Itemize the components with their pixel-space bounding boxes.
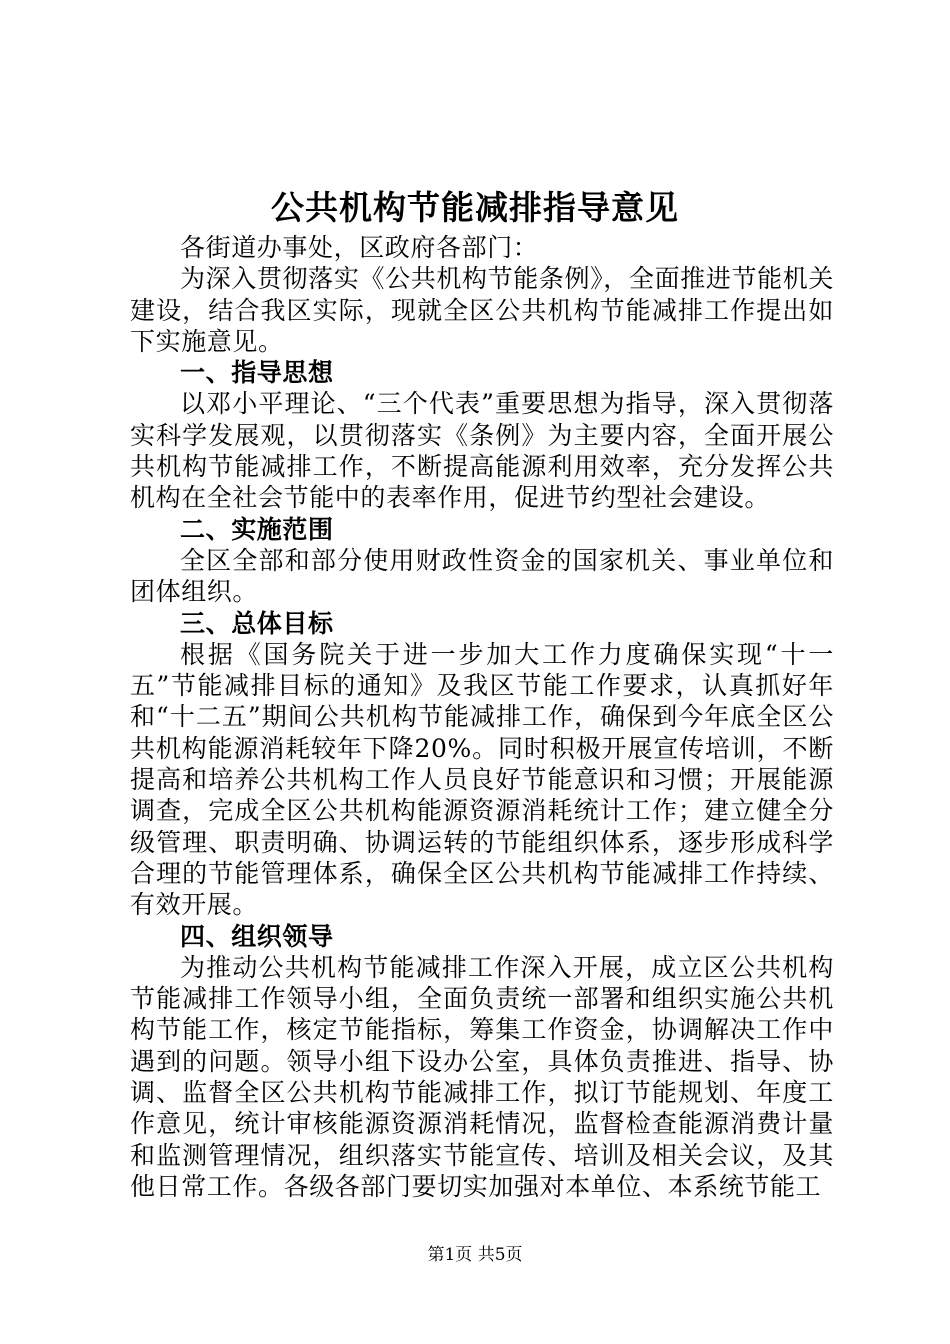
intro-paragraph: 为深入贯彻落实《公共机构节能条例》，全面推进节能机关建设，结合我区实际，现就全区公共机构节能减排工作提出如下实施意见。 — [130, 264, 834, 356]
section-paragraph-organization: 为推动公共机构节能减排工作深入开展，成立区公共机构节能减排工作领导小组，全面负责统一部署和组织实施公共机构节能工作，核定节能指标，筹集工作资金，协调解决工作中遇到的问题。领导小组下设办公室，具体负责推进、指导、协调、监督全区公共机构节能减排工作，拟订节能规划、年度工作意见，统计审核能源资源消耗情况，监督检查能源消费计量和监测管理情况，组织落实节能宣传、培训及相关会议，及其他日常工作。各级各部门要切实加强对本单位、本系统节能工 — [130, 952, 834, 1201]
section-heading-overall-goals: 三、总体目标 — [180, 608, 334, 638]
section-paragraph-guiding-ideology: 以邓小平理论、“三个代表”重要思想为指导，深入贯彻落实科学发展观，以贯彻落实《条例》为主要内容，全面开展公共机构节能减排工作，不断提高能源利用效率，充分发挥公共机构在全社会节能中的表率作用，促进节约型社会建设。 — [130, 389, 834, 513]
page-number-footer: 第1页 共5页 — [427, 1245, 523, 1265]
document-title: 公共机构节能减排指导意见 — [271, 188, 679, 227]
section-heading-scope: 二、实施范围 — [180, 514, 334, 544]
section-heading-guiding-ideology: 一、指导思想 — [180, 358, 334, 388]
section-paragraph-scope: 全区全部和部分使用财政性资金的国家机关、事业单位和团体组织。 — [130, 545, 834, 607]
document-body — [130, 232, 834, 1202]
section-heading-organization: 四、组织领导 — [180, 921, 334, 951]
salutation: 各街道办事处，区政府各部门： — [180, 233, 539, 262]
section-paragraph-overall-goals: 根据《国务院关于进一步加大工作力度确保实现“十一五”节能减排目标的通知》及我区节能工作要求，认真抓好年和“十二五”期间公共机构节能减排工作，确保到今年底全区公共机构能源消耗较年下降20%。同时积极开展宣传培训，不断提高和培养公共机构工作人员良好节能意识和习惯；开展能源调查，完成全区公共机构能源资源消耗统计工作；建立健全分级管理、职责明确、协调运转的节能组织体系，逐步形成科学合理的节能管理体系，确保全区公共机构节能减排工作持续、有效开展。 — [130, 639, 834, 920]
